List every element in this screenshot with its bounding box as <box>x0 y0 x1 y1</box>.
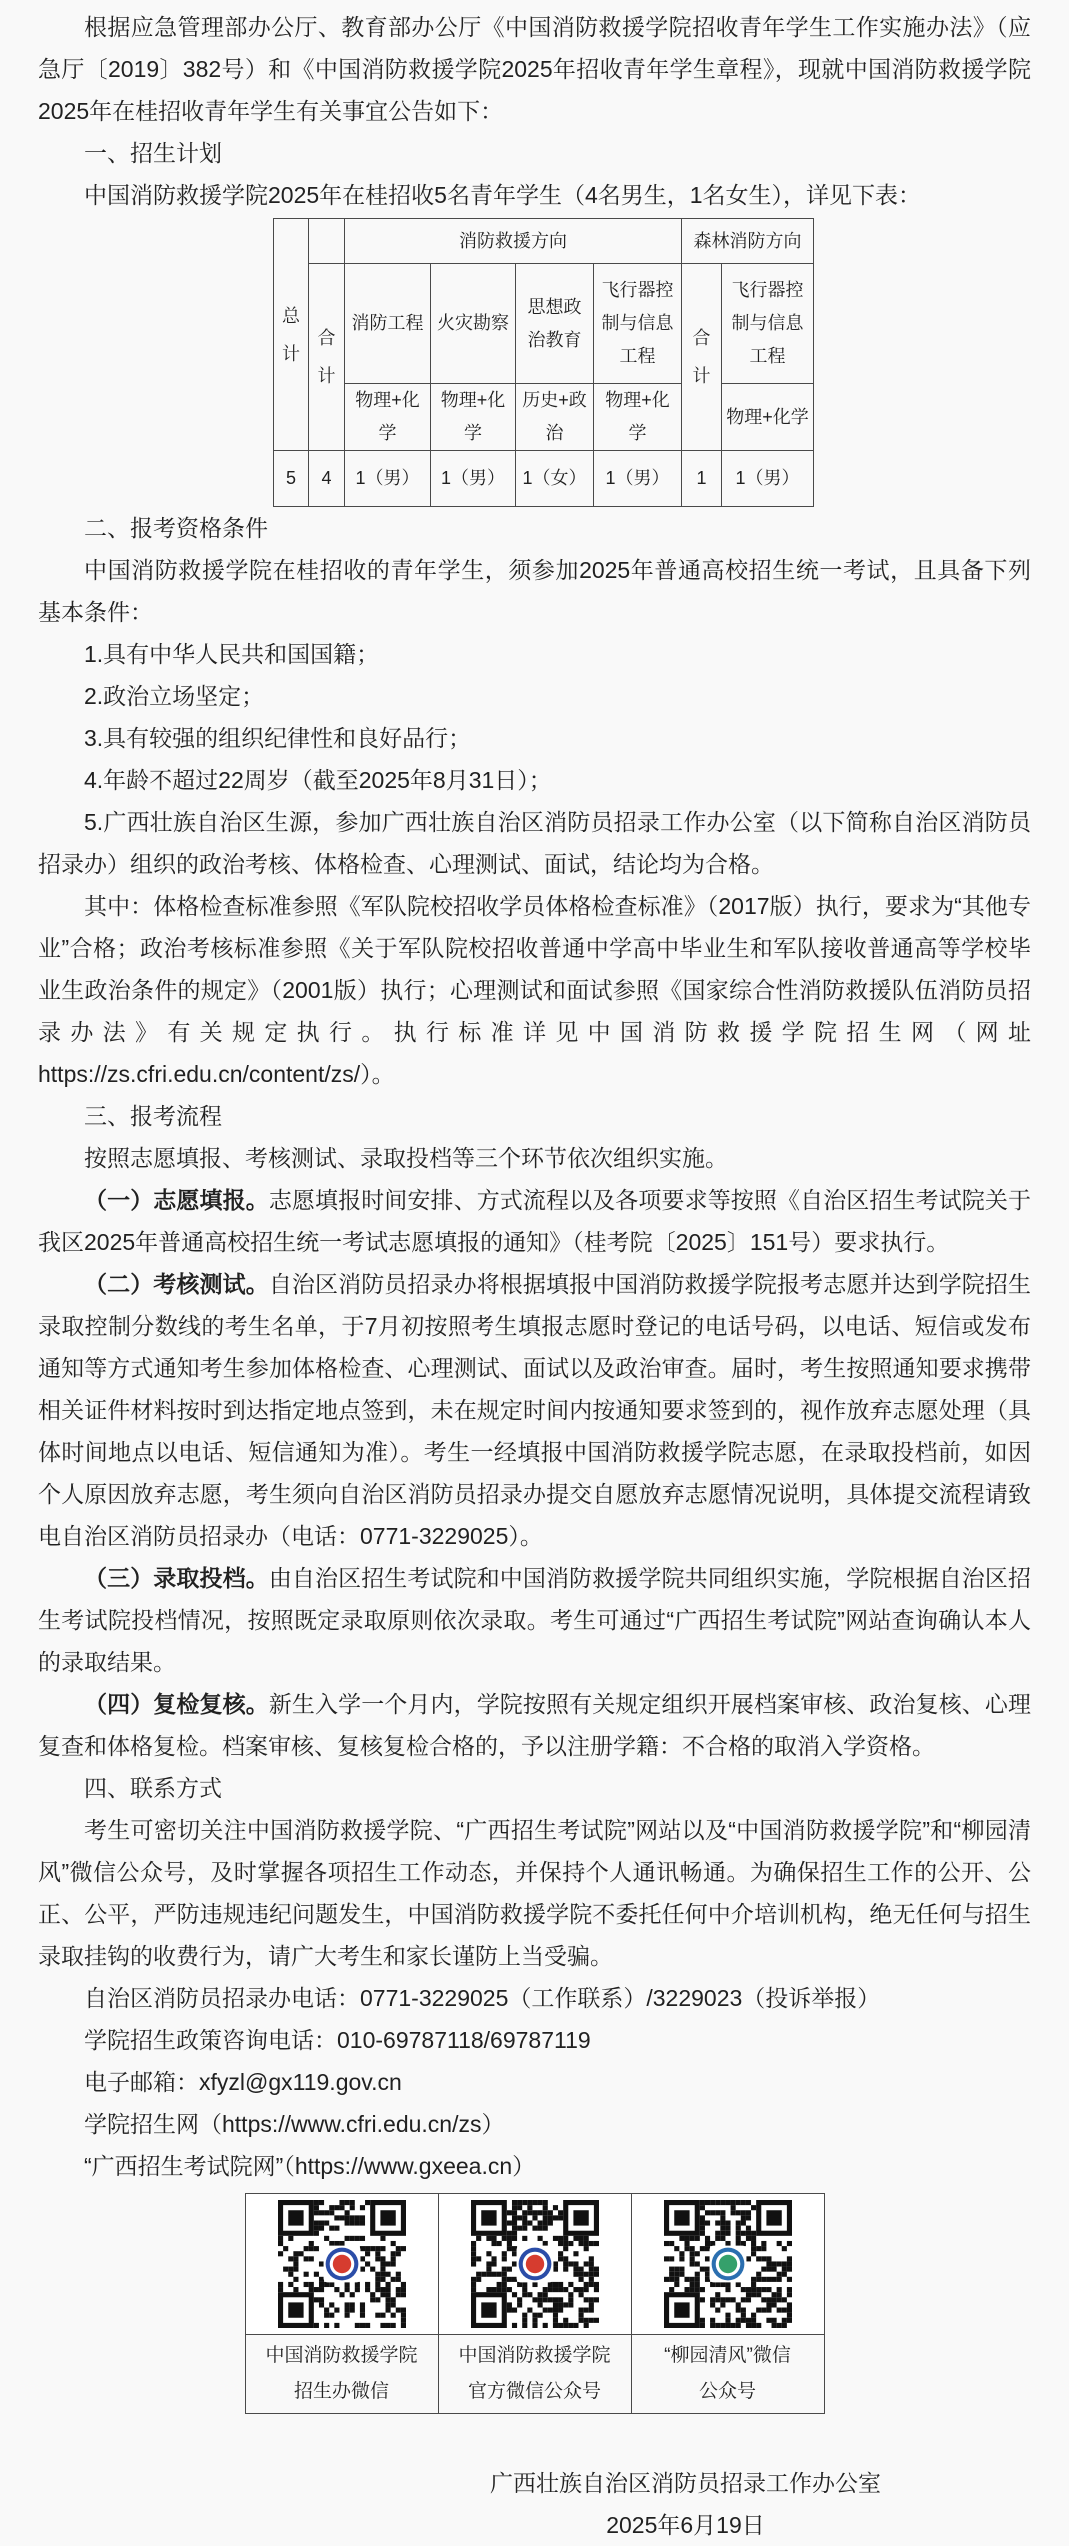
paragraph: （二）考核测试。自治区消防员招录办将根据填报中国消防救援学院报考志愿并达到学院招生录取控制分数线的考生名单，于7月初按照考生填报志愿时登记的电话号码，以电话、短信或发布通知等方式通知考生参加体格检查、心理测试、面试以及政治审查。届时，考生按照通知要求携带相关证件材料按时到达指定地点签到，未在规定时间内按通知要求签到的，视作放弃志愿处理（具体时间地点以电话、短信通知为准）。考生一经填报中国消防救援学院志愿，在录取投档前，如因个人原因放弃志愿，考生须向自治区消防员招录办提交自愿放弃志愿情况说明，具体提交流程请致电自治区消防员招录办（电话：0771-3229025）。 <box>38 1271 1032 1549</box>
qr-code <box>245 2194 438 2335</box>
paragraph: 三、报考流程 <box>84 1103 222 1129</box>
signature-org: 广西壮族自治区消防员招录工作办公室 <box>490 2470 881 2496</box>
table-cell: 5 <box>274 451 309 507</box>
table-row <box>274 451 814 507</box>
qr-code <box>438 2194 631 2335</box>
table-cell: 飞行器控制与信息工程 <box>722 264 814 384</box>
table-cell: 合计 <box>682 264 722 451</box>
table-cell: 4 <box>309 451 345 507</box>
paragraph: 其中：体格检查标准参照《军队院校招收学员体格检查标准》（2017版）执行，要求为“其他专业”合格；政治考核标准参照《关于军队院校招收普通中学高中毕业生和军队接收普通高等学校毕业生政治条件的规定》（2001版）执行；心理测试和面试参照《国家综合性消防救援队伍消防员招录办法》有关规定执行。执行标准详见中国消防救援学院招生网（网址https://zs.cfri.edu.cn/content/zs/）。 <box>38 893 1031 1087</box>
table-cell: 物理+化学 <box>345 384 431 451</box>
qr-label: 中国消防救援学院 官方微信公众号 <box>438 2335 631 2414</box>
paragraph: 电子邮箱：xfyzl@gx119.gov.cn <box>84 2069 402 2095</box>
table-cell: 1 <box>682 451 722 507</box>
table-cell: 1（女） <box>516 451 594 507</box>
paragraph: 根据应急管理部办公厅、教育部办公厅《中国消防救援学院招收青年学生工作实施办法》（应急厅〔2019〕382号）和《中国消防救援学院2025年招收青年学生章程》，现就中国消防救援学院2025年在桂招收青年学生有关事宜公告如下： <box>38 14 1031 124</box>
paragraph: 4.年龄不超过22周岁（截至2025年8月31日）； <box>84 767 552 793</box>
table-row <box>274 384 814 451</box>
table-cell: 1（男） <box>722 451 814 507</box>
table-row <box>274 219 814 264</box>
paragraph-bold-label: （四）复检复核。 <box>84 1691 269 1717</box>
table-cell: 历史+政治 <box>516 384 594 451</box>
table-cell: 消防救援方向 <box>345 219 682 264</box>
paragraph-bold-label: （二）考核测试。 <box>84 1271 269 1297</box>
contact-paragraphs <box>38 1977 1031 2187</box>
body-paragraphs <box>38 507 1031 1977</box>
table-cell: 森林消防方向 <box>682 219 814 264</box>
qr-code <box>631 2194 824 2335</box>
paragraph: 一、招生计划 <box>84 140 222 166</box>
table-cell: 思想政治教育 <box>516 264 594 384</box>
qr-code-table <box>245 2193 825 2414</box>
paragraph: 考生可密切关注中国消防救援学院、“广西招生考试院”网站以及“中国消防救援学院”和“柳园清风”微信公众号，及时掌握各项招生工作动态，并保持个人通讯畅通。为确保招生工作的公开、公正、公平，严防违规违纪问题发生，中国消防救援学院不委托任何中介培训机构，绝无任何与招生录取挂钩的收费行为，请广大考生和家长谨防上当受骗。 <box>38 1817 1031 1969</box>
table-cell: 消防工程 <box>345 264 431 384</box>
table-cell: 总计 <box>274 219 309 451</box>
table-cell <box>309 219 345 264</box>
paragraph: 3.具有较强的组织纪律性和良好品行； <box>84 725 472 751</box>
table-cell: 物理+化学 <box>594 384 682 451</box>
table-cell: 物理+化学 <box>431 384 516 451</box>
table-cell: 火灾勘察 <box>431 264 516 384</box>
paragraph: “广西招生考试院网”（https://www.gxeea.cn） <box>84 2153 536 2179</box>
intro-paragraphs <box>38 6 1031 216</box>
qr-label: 中国消防救援学院 招生办微信 <box>245 2335 438 2414</box>
paragraph: 四、联系方式 <box>84 1775 222 1801</box>
table-cell: 合计 <box>309 264 345 451</box>
table-cell: 物理+化学 <box>722 384 814 451</box>
qr-label: “柳园清风”微信 公众号 <box>631 2335 824 2414</box>
paragraph: （四）复检复核。新生入学一个月内，学院按照有关规定组织开展档案审核、政治复核、心理复查和体格复检。档案审核、复核复检合格的，予以注册学籍：不合格的取消入学资格。 <box>38 1691 1032 1759</box>
table-cell: 飞行器控制与信息工程 <box>594 264 682 384</box>
paragraph: 学院招生政策咨询电话：010-69787118/69787119 <box>84 2027 591 2053</box>
paragraph: 自治区消防员招录办电话：0771-3229025（工作联系）/3229023（投诉举报） <box>84 1985 881 2011</box>
paragraph-bold-label: （一）志愿填报。 <box>84 1187 269 1213</box>
paragraph: 中国消防救援学院在桂招收的青年学生，须参加2025年普通高校招生统一考试，且具备下列基本条件： <box>38 557 1031 625</box>
paragraph: 中国消防救援学院2025年在桂招收5名青年学生（4名男生，1名女生），详见下表： <box>84 182 922 208</box>
enrollment-plan-table <box>273 218 814 507</box>
paragraph: 1.具有中华人民共和国国籍； <box>84 641 380 667</box>
paragraph-bold-label: （三）录取投档。 <box>84 1565 269 1591</box>
signature-date: 2025年6月19日 <box>606 2512 765 2538</box>
qr-label-row <box>245 2335 824 2414</box>
paragraph: 5.广西壮族自治区生源，参加广西壮族自治区消防员招录工作办公室（以下简称自治区消防员招录办）组织的政治考核、体格检查、心理测试、面试，结论均为合格。 <box>38 809 1031 877</box>
paragraph: 学院招生网（https://www.cfri.edu.cn/zs） <box>84 2111 505 2137</box>
paragraph: （三）录取投档。由自治区招生考试院和中国消防救援学院共同组织实施，学院根据自治区招生考试院投档情况，按照既定录取原则依次录取。考生可通过“广西招生考试院”网站查询确认本人的录取结果。 <box>38 1565 1032 1675</box>
paragraph: （一）志愿填报。志愿填报时间安排、方式流程以及各项要求等按照《自治区招生考试院关于我区2025年普通高校招生统一考试志愿填报的通知》（桂考院〔2025〕151号）要求执行。 <box>38 1187 1032 1255</box>
paragraph: 2.政治立场坚定； <box>84 683 265 709</box>
paragraph: 二、报考资格条件 <box>84 515 268 541</box>
signature-block <box>490 2462 881 2546</box>
table-cell: 1（男） <box>431 451 516 507</box>
table-cell: 1（男） <box>345 451 431 507</box>
table-row <box>274 264 814 384</box>
table-cell: 1（男） <box>594 451 682 507</box>
qr-image-row <box>245 2194 824 2335</box>
paragraph: 按照志愿填报、考核测试、录取投档等三个环节依次组织实施。 <box>84 1145 728 1171</box>
